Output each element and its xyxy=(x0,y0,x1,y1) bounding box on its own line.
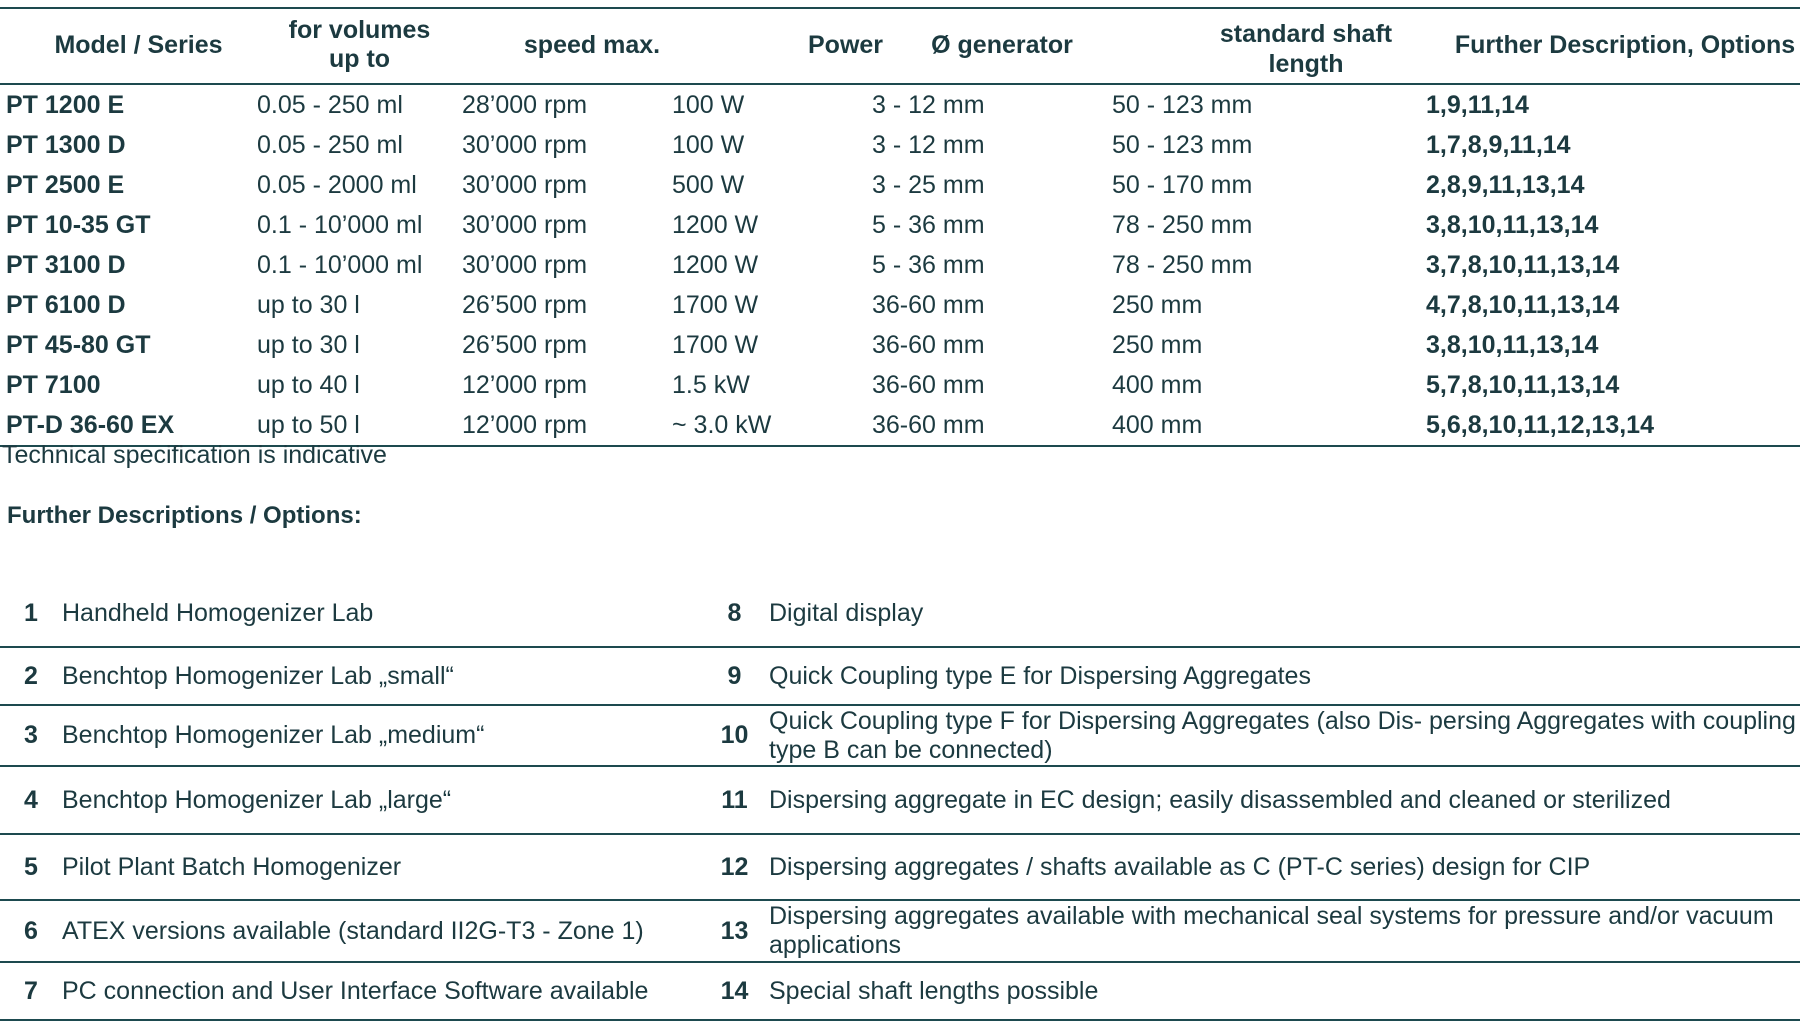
cell-options: 3,7,8,10,11,13,14 xyxy=(1426,250,1620,279)
cell-model: PT 45-80 GT xyxy=(6,330,151,359)
cell-options: 1,7,8,9,11,14 xyxy=(1426,130,1571,159)
option-number: 3 xyxy=(24,721,38,749)
cell-volume: up to 40 l xyxy=(257,370,360,399)
spec-row xyxy=(0,125,1800,165)
cell-power: 100 W xyxy=(672,130,745,159)
option-item xyxy=(700,580,1800,646)
cell-shaft: 250 mm xyxy=(1112,330,1203,359)
header-shaft: standard shaft length xyxy=(1219,20,1393,78)
cell-generator: 36-60 mm xyxy=(872,290,985,319)
header-volumes-line2: up to xyxy=(328,45,391,73)
cell-power: 100 W xyxy=(672,90,745,119)
cell-power: 500 W xyxy=(672,170,745,199)
option-text: Pilot Plant Batch Homogenizer xyxy=(62,852,402,881)
cell-speed: 30’000 rpm xyxy=(462,130,588,159)
spec-row xyxy=(0,245,1800,285)
cell-model: PT 7100 xyxy=(6,370,101,399)
option-text: Benchtop Homogenizer Lab „small“ xyxy=(62,661,454,690)
option-text: Handheld Homogenizer Lab xyxy=(62,598,374,627)
option-number: 7 xyxy=(24,976,38,1005)
option-number: 2 xyxy=(24,661,38,690)
spec-row xyxy=(0,165,1800,205)
cell-options: 1,9,11,14 xyxy=(1426,90,1529,119)
cell-model: PT 3100 D xyxy=(6,250,126,279)
header-power: Power xyxy=(808,31,884,59)
cell-volume: 0.05 - 2000 ml xyxy=(257,170,417,199)
option-row xyxy=(0,963,1800,1021)
spec-table-body xyxy=(0,84,1800,446)
option-number: 9 xyxy=(727,661,742,690)
option-text: Dispersing aggregates / shafts available as C (PT-C series) design for CIP xyxy=(769,852,1591,881)
header-volumes-line1: for volumes xyxy=(288,16,431,44)
cell-model: PT 2500 E xyxy=(6,170,125,199)
cell-power: 1.5 kW xyxy=(672,370,750,399)
option-number: 5 xyxy=(24,852,38,881)
cell-speed: 12’000 rpm xyxy=(462,370,588,399)
option-text: Quick Coupling type E for Dispersing Aggregates xyxy=(769,661,1311,690)
cell-volume: up to 50 l xyxy=(257,410,360,439)
cell-speed: 26’500 rpm xyxy=(462,290,588,319)
option-item xyxy=(700,835,1800,899)
cell-shaft: 78 - 250 mm xyxy=(1112,210,1253,239)
option-row xyxy=(0,580,1800,648)
cell-volume: 0.05 - 250 ml xyxy=(257,130,403,159)
spec-row xyxy=(0,285,1800,325)
cell-model: PT-D 36-60 EX xyxy=(6,410,175,439)
cell-volume: 0.1 - 10’000 ml xyxy=(257,210,423,239)
cell-generator: 3 - 12 mm xyxy=(872,90,985,119)
cell-options: 3,8,10,11,13,14 xyxy=(1426,330,1599,359)
option-item xyxy=(0,835,700,899)
cell-speed: 28’000 rpm xyxy=(462,90,588,119)
cell-generator: 36-60 mm xyxy=(872,330,985,359)
option-number: 8 xyxy=(727,598,742,627)
option-text: Digital display xyxy=(769,598,924,627)
cell-generator: 36-60 mm xyxy=(872,410,985,439)
cell-shaft: 400 mm xyxy=(1112,410,1203,439)
option-number: 14 xyxy=(720,976,749,1005)
option-number: 10 xyxy=(720,721,749,749)
spec-table xyxy=(0,7,1800,447)
header-generator: Ø generator xyxy=(931,31,1073,59)
option-text: ATEX versions available (standard II2G-T3 - Zone 1) xyxy=(62,916,644,945)
cell-options: 2,8,9,11,13,14 xyxy=(1426,170,1585,199)
cell-options: 4,7,8,10,11,13,14 xyxy=(1426,290,1620,319)
cell-speed: 30’000 rpm xyxy=(462,250,588,279)
option-row xyxy=(0,767,1800,835)
option-item xyxy=(700,963,1800,1019)
option-row xyxy=(0,835,1800,901)
option-text: Special shaft lengths possible xyxy=(769,976,1099,1005)
cell-power: 1200 W xyxy=(672,210,759,239)
option-item xyxy=(700,706,1800,765)
option-item xyxy=(700,901,1800,961)
cell-power: ~ 3.0 kW xyxy=(672,410,772,439)
option-row xyxy=(0,706,1800,767)
option-item xyxy=(0,706,700,765)
spec-row xyxy=(0,205,1800,245)
option-item xyxy=(0,648,700,704)
cell-power: 1700 W xyxy=(672,290,759,319)
option-number: 1 xyxy=(24,598,38,627)
cell-shaft: 50 - 123 mm xyxy=(1112,130,1253,159)
option-item xyxy=(0,767,700,833)
option-text: Dispersing aggregates available with mechanical seal systems for pressure and/or vacuum applications xyxy=(769,902,1774,959)
spec-table-header xyxy=(0,8,1800,84)
options-title: Further Descriptions / Options: xyxy=(7,502,362,529)
cell-options: 5,6,8,10,11,12,13,14 xyxy=(1426,410,1654,439)
cell-generator: 5 - 36 mm xyxy=(872,210,985,239)
cell-generator: 36-60 mm xyxy=(872,370,985,399)
option-text: Dispersing aggregate in EC design; easily disassembled and cleaned or sterilized xyxy=(769,785,1671,814)
cell-speed: 30’000 rpm xyxy=(462,210,588,239)
option-text: Quick Coupling type F for Dispersing Aggregates (also Dis- persing Aggregates with coupling type B can be connected) xyxy=(769,706,1796,764)
spec-row xyxy=(0,405,1800,446)
cell-speed: 12’000 rpm xyxy=(462,410,588,439)
cell-shaft: 50 - 170 mm xyxy=(1112,170,1253,199)
cell-volume: up to 30 l xyxy=(257,290,360,319)
option-text: Benchtop Homogenizer Lab „large“ xyxy=(62,785,452,814)
cell-speed: 30’000 rpm xyxy=(462,170,588,199)
cell-options: 5,7,8,10,11,13,14 xyxy=(1426,370,1620,399)
option-number: 4 xyxy=(24,785,38,814)
option-number: 13 xyxy=(720,916,749,945)
cell-model: PT 10-35 GT xyxy=(6,210,151,239)
cell-volume: up to 30 l xyxy=(257,330,360,359)
option-number: 12 xyxy=(720,852,749,881)
cell-model: PT 1200 E xyxy=(6,90,125,119)
cell-options: 3,8,10,11,13,14 xyxy=(1426,210,1599,239)
option-row xyxy=(0,648,1800,706)
cell-generator: 5 - 36 mm xyxy=(872,250,985,279)
option-item xyxy=(700,767,1800,833)
cell-volume: 0.05 - 250 ml xyxy=(257,90,403,119)
spec-note: Technical specification is indicative xyxy=(2,441,387,469)
header-speed: speed max. xyxy=(523,31,661,59)
option-item xyxy=(0,901,700,961)
cell-model: PT 6100 D xyxy=(6,290,126,319)
option-item xyxy=(700,648,1800,704)
cell-shaft: 400 mm xyxy=(1112,370,1203,399)
option-row xyxy=(0,901,1800,963)
header-volumes xyxy=(257,8,462,84)
option-number: 6 xyxy=(24,916,38,945)
header-model: Model / Series xyxy=(54,31,223,59)
cell-generator: 3 - 25 mm xyxy=(872,170,985,199)
option-item xyxy=(0,580,700,646)
spec-row xyxy=(0,84,1800,125)
cell-generator: 3 - 12 mm xyxy=(872,130,985,159)
option-text: PC connection and User Interface Software available xyxy=(62,976,649,1005)
option-number: 11 xyxy=(721,785,748,814)
cell-power: 1700 W xyxy=(672,330,759,359)
header-options: Further Description, Options xyxy=(1454,31,1796,59)
cell-shaft: 250 mm xyxy=(1112,290,1203,319)
cell-shaft: 78 - 250 mm xyxy=(1112,250,1253,279)
options-grid xyxy=(0,580,1800,1021)
cell-speed: 26’500 rpm xyxy=(462,330,588,359)
spec-row xyxy=(0,365,1800,405)
option-item xyxy=(0,963,700,1019)
cell-volume: 0.1 - 10’000 ml xyxy=(257,250,423,279)
option-text: Benchtop Homogenizer Lab „medium“ xyxy=(62,721,485,749)
cell-shaft: 50 - 123 mm xyxy=(1112,90,1253,119)
cell-model: PT 1300 D xyxy=(6,130,126,159)
spec-row xyxy=(0,325,1800,365)
cell-power: 1200 W xyxy=(672,250,759,279)
